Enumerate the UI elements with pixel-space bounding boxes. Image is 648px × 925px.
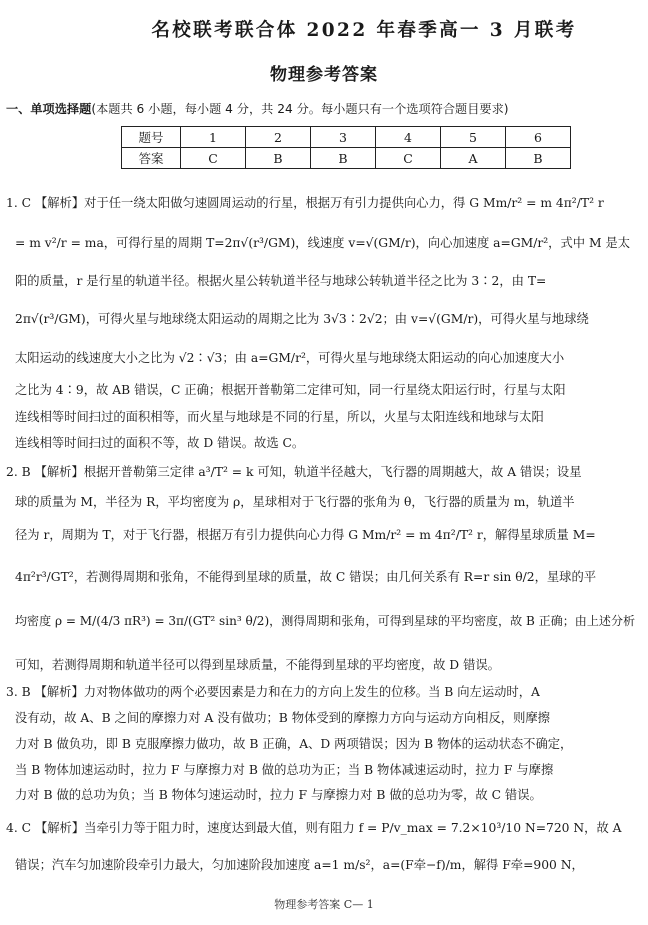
section-heading [6,100,509,117]
text-line: 连线相等时间扫过的面积不等，故 D 错误。故选 C。 [15,436,305,450]
text-line: 力对 B 做负功，即 B 克服摩擦力做功，故 B 正确，A、D 两项错误；因为 B 物体的运动状态不确定， [15,737,573,751]
answer-cell: C [181,148,246,169]
text-line: 错误；汽车匀加速阶段牵引力最大，匀加速阶段加速度 a=1 m/s²，a=(F牵−f)/m，解得 F牵=900 N， [15,858,584,872]
question-number: 5 [441,127,506,148]
text-line: 当 B 物体加速运动时，拉力 F 与摩擦力对 B 做的总功为正；当 B 物体减速运动时，拉力 F 与摩擦 [15,763,554,777]
question-number: 6 [506,127,571,148]
text-line: = m v²/r = ma，可得行星的周期 T=2π√(r³/GM)，线速度 v=√(GM/r)，向心加速度 a=GM/r²，式中 M 是太 [15,236,631,250]
page-title: 名校联考联合体 2022 年春季高一 3 月联考 [151,20,577,41]
row-header-number: 题号 [122,127,181,148]
text-line: 2π√(r³/GM)，可得火星与地球绕太阳运动的周期之比为 3√3∶2√2；由 v=√(GM/r)，可得火星与地球绕 [15,312,589,326]
text-line: 力对 B 做的总功为负；当 B 物体匀速运动时，拉力 F 与摩擦力对 B 做的总功为零，故 C 错误。 [15,788,542,802]
text-line: 均密度 ρ = M/(4/3 πR³) = 3π/(GT² sin³ θ/2)，测得周期和张角，可得到星球的平均密度，故 B 正确；由上述分析 [15,614,636,628]
text-line: 没有动，故 A、B 之间的摩擦力对 A 没有做功；B 物体受到的摩擦力方向与运动方向相反，则摩擦 [15,711,550,725]
text-line: 3. B 【解析】力对物体做功的两个必要因素是力和在力的方向上发生的位移。当 B 向左运动时，A [6,685,540,699]
page-subtitle: 物理参考答案 [270,65,378,85]
text-line: 2. B 【解析】根据开普勒第三定律 a³/T² = k 可知，轨道半径越大，飞行器的周期越大，故 A 错误；设星 [6,465,582,479]
section-title: 一、单项选择题 [6,102,92,116]
section-note: (本题共 6 小题，每小题 4 分，共 24 分。每小题只有一个选项符合题目要求) [91,102,509,116]
text-line: 可知，若测得周期和轨道半径可以得到星球质量，不能得到星球的平均密度，故 D 错误。 [15,658,500,672]
text-line: 连线相等时间扫过的面积相等，而火星与地球是不同的行星，所以，火星与太阳连线和地球与太阳 [15,410,544,424]
text-line: 阳的质量，r 是行星的轨道半径。根据火星公转轨道半径与地球公转轨道半径之比为 3∶2，由 T= [15,274,547,288]
text-line: 之比为 4∶9，故 AB 错误，C 正确；根据开普勒第二定律可知，同一行星绕太阳运行时，行星与太阳 [15,383,566,397]
answer-table-row-numbers [122,127,571,148]
text-line: 径为 r，周期为 T，对于飞行器，根据万有引力提供向心力得 G Mm/r² = m 4π²/T² r，解得星球质量 M= [15,528,596,542]
answer-cell: B [506,148,571,169]
text-line: 4π²r³/GT²，若测得周期和张角，不能得到星球的质量，故 C 错误；由几何关系有 R=r sin θ/2，星球的平 [15,570,597,584]
question-number: 2 [246,127,311,148]
answer-table-row-answers [122,148,571,169]
text-line: 太阳运动的线速度大小之比为 √2∶√3；由 a=GM/r²，可得火星与地球绕太阳运动的向心加速度大小 [15,351,565,365]
answer-cell: B [311,148,376,169]
answer-cell: A [441,148,506,169]
text-line: 1. C 【解析】对于任一绕太阳做匀速圆周运动的行星，根据万有引力提供向心力，得 G Mm/r² = m 4π²/T² r [6,196,604,210]
answer-cell: C [376,148,441,169]
text-line: 球的质量为 M，半径为 R，平均密度为 ρ，星球相对于飞行器的张角为 θ，飞行器的质量为 m，轨道半 [15,495,575,509]
answer-cell: B [246,148,311,169]
row-header-answer: 答案 [122,148,181,169]
answer-table [121,126,571,169]
text-line: 4. C 【解析】当牵引力等于阻力时，速度达到最大值，则有阻力 f = P/v_max = 7.2×10³/10 N=720 N，故 A [6,821,622,835]
question-number: 3 [311,127,376,148]
page-footer: 物理参考答案 C— 1 [274,898,374,911]
question-number: 4 [376,127,441,148]
question-number: 1 [181,127,246,148]
